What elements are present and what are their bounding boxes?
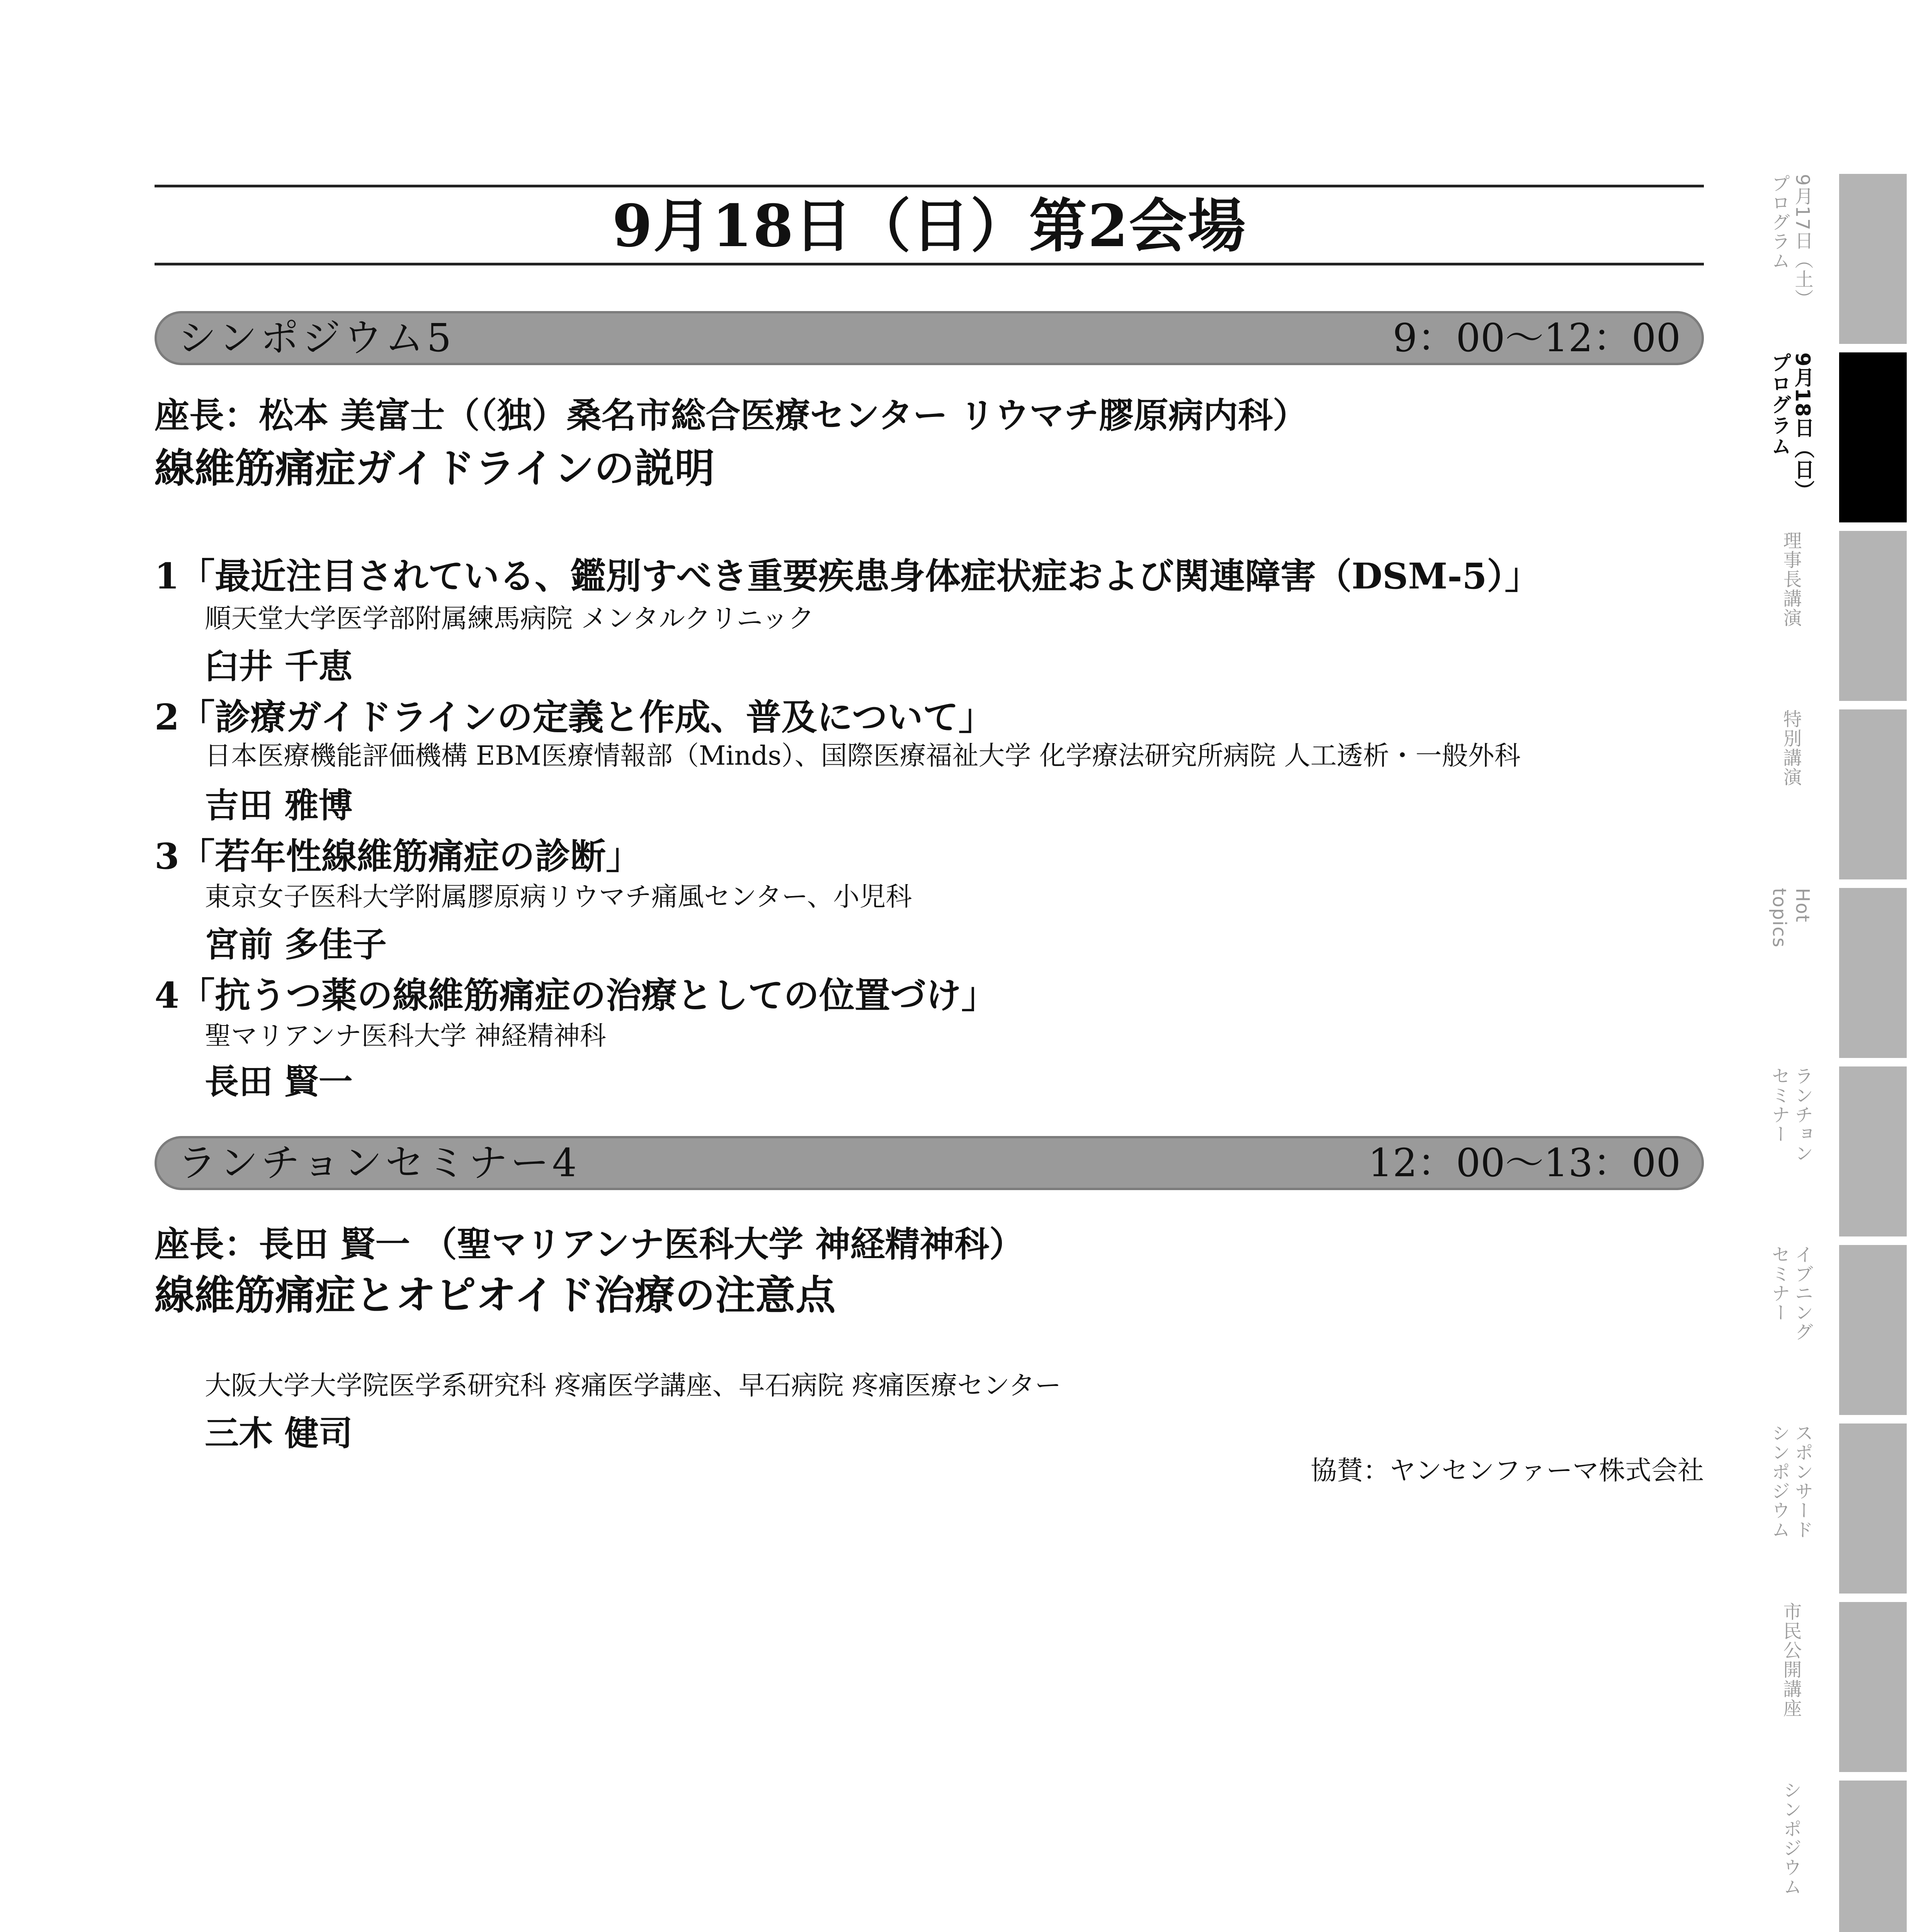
side-index-tab-block [1839,1781,1907,1932]
talk-speaker: 宮前 多佳子 [205,924,387,964]
side-index-tab-text: 特別講演 [1780,709,1802,787]
side-index-tab-block [1839,1423,1907,1594]
side-index-tab-label [1750,1245,1831,1415]
talk-title: 3「若年性線維筋痛症の診断」 [155,835,642,877]
luncheon-speaker: 三木 健司 [205,1413,353,1453]
talk-affiliation: 聖マリアンナ医科大学 神経精神科 [205,1021,606,1051]
side-index-tab-text: 市民公開講座 [1780,1602,1802,1718]
side-index-tab-block [1839,888,1907,1058]
side-index-tab-label [1750,888,1831,1058]
symposium-chair: 座長：松本 美富士（（独）桑名市総合医療センター リウマチ膠原病内科） [155,395,1308,436]
title-rule-top [155,185,1704,187]
side-index-tab-text: 9月18日（日） プログラム [1768,352,1814,501]
side-index-tab-text: 9月17日（土） プログラム [1768,174,1813,308]
side-index-tab-label [1750,1781,1831,1932]
side-index-tab-text: シンポジウム [1780,1781,1802,1896]
side-index-tab-block [1839,709,1907,879]
side-index-tab-text: イブニング セミナー [1768,1245,1813,1342]
side-index-tab-label [1750,709,1831,879]
side-index-tab-label [1750,352,1831,522]
session-name: ランチョンセミナー4 [178,1140,580,1185]
sponsor-note: 協賛：ヤンセンファーマ株式会社 [1311,1456,1704,1486]
luncheon-subtitle: 線維筋痛症とオピオイド治療の注意点 [155,1271,836,1319]
side-index-tab-label [1750,531,1831,701]
talk-title: 2「診療ガイドラインの定義と作成、普及について」 [155,696,994,738]
side-index-tab-block [1839,531,1907,701]
side-index-tab-label [1750,174,1831,344]
side-index-tabs [1750,174,1909,1932]
title-rule-bottom [155,263,1704,265]
symposium-subtitle: 線維筋痛症ガイドラインの説明 [155,444,715,492]
luncheon-header-bar [155,1136,1704,1190]
talk-speaker: 吉田 雅博 [205,785,353,825]
talk-affiliation: 順天堂大学医学部附属練馬病院 メンタルクリニック [205,604,814,634]
side-index-tab-text: スポンサード シンポジウム [1768,1423,1813,1539]
symposium-header-bar [155,311,1704,365]
side-index-tab-block [1839,174,1907,344]
talk-speaker: 臼井 千恵 [205,646,353,686]
session-time: 12：00～13：00 [1368,1140,1681,1185]
side-index-tab-block [1839,1602,1907,1772]
side-index-tab-active-block [1839,352,1907,522]
side-index-tab-text: Hot topics [1768,888,1813,948]
luncheon-affiliation: 大阪大学大学院医学系研究科 疼痛医学講座、早石病院 疼痛医療センター [205,1371,1061,1401]
talk-title: 1「最近注目されている、鑑別すべき重要疾患身体症状症および関連障害（DSM-5）」 [155,555,1540,597]
luncheon-chair: 座長：長田 賢一 （聖マリアンナ医科大学 神経精神科） [155,1224,1024,1265]
page-title: 9月18日（日）第2会場 [612,192,1246,260]
side-index-tab-text: ランチョン セミナー [1768,1066,1813,1163]
talk-affiliation: 日本医療機能評価機構 EBM医療情報部（Minds）、国際医療福祉大学 化学療法研究所病院 人工透析・一般外科 [205,741,1521,771]
session-name: シンポジウム5 [178,315,455,361]
side-index-tab-text: 理事長講演 [1780,531,1802,628]
talk-affiliation: 東京女子医科大学附属膠原病リウマチ痛風センター、小児科 [205,882,912,912]
talk-speaker: 長田 賢一 [205,1061,353,1102]
side-index-tab-label [1750,1066,1831,1236]
side-index-tab-label [1750,1423,1831,1594]
side-index-tab-block [1839,1245,1907,1415]
session-time: 9：00～12：00 [1392,315,1681,361]
side-index-tab-block [1839,1066,1907,1236]
talk-title: 4「抗うつ薬の線維筋痛症の治療としての位置づけ」 [155,975,997,1016]
side-index-tab-label [1750,1602,1831,1772]
